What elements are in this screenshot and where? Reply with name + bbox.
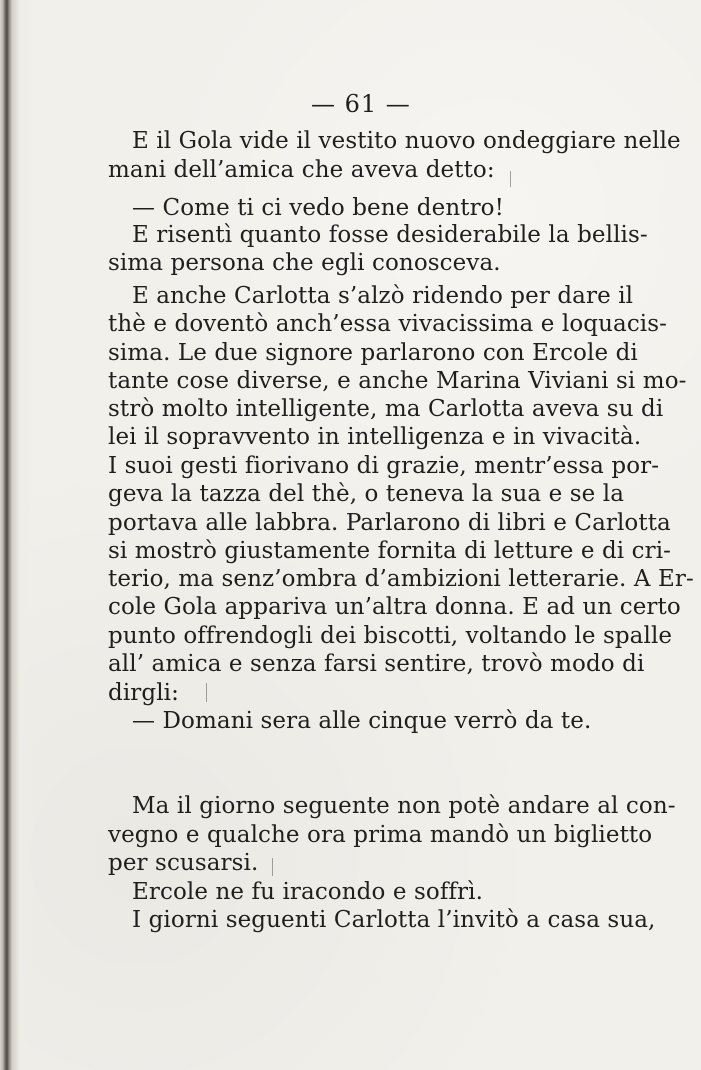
page-binding-shadow [0,0,34,1070]
text-line: all’ amica e senza farsi sentire, trovò modo di [108,651,645,677]
text-line: geva la tazza del thè, o teneva la sua e se la [108,481,625,507]
text-line: terio, ma senz’ombra d’ambizioni letterarie. A Er- [108,566,694,592]
ink-mark [510,171,511,187]
text-line: dirgli: [108,680,179,706]
dialogue-line: — Come ti ci vedo bene dentro! [132,195,504,221]
text-line: sima. Le due signore parlarono con Ercole di [108,340,638,366]
text-line: thè e doventò anch’essa vivacissima e loquacis- [108,311,668,337]
ink-mark [206,683,207,702]
text-line: lei il sopravvento in intelligenza e in vivacità. [108,424,642,450]
text-line: cole Gola appariva un’altra donna. E ad un certo [108,594,681,620]
text-line: si mostrò giustamente fornita di letture e di cri- [108,538,672,564]
text-line: Ercole ne fu iracondo e soffrì. [132,879,484,905]
ink-mark [272,858,273,876]
text-line: E il Gola vide il vestito nuovo ondeggiare nelle [132,128,681,154]
text-line: sima persona che egli conosceva. [108,250,501,276]
text-line: I suoi gesti fiorivano di grazie, mentr’essa por- [108,453,660,479]
text-line: E anche Carlotta s’alzò ridendo per dare il [132,283,634,309]
text-line: per scusarsi. [108,850,259,876]
text-line: strò molto intelligente, ma Carlotta aveva su di [108,396,664,422]
text-line: mani dell’amica che aveva detto: [108,157,495,183]
text-line: portava alle labbra. Parlarono di libri e Carlotta [108,510,671,536]
page-number: — 61 — [311,90,411,118]
text-line: E risentì quanto fosse desiderabile la bellis- [132,222,648,248]
text-line: I giorni seguenti Carlotta l’invitò a casa sua, [132,907,656,933]
dialogue-line: — Domani sera alle cinque verrò da te. [132,708,592,734]
text-line: punto offrendogli dei biscotti, voltando le spalle [108,623,673,649]
text-line: Ma il giorno seguente non potè andare al con- [132,793,676,819]
text-line: vegno e qualche ora prima mandò un biglietto [108,822,653,848]
text-line: tante cose diverse, e anche Marina Viviani si mo- [108,368,687,394]
